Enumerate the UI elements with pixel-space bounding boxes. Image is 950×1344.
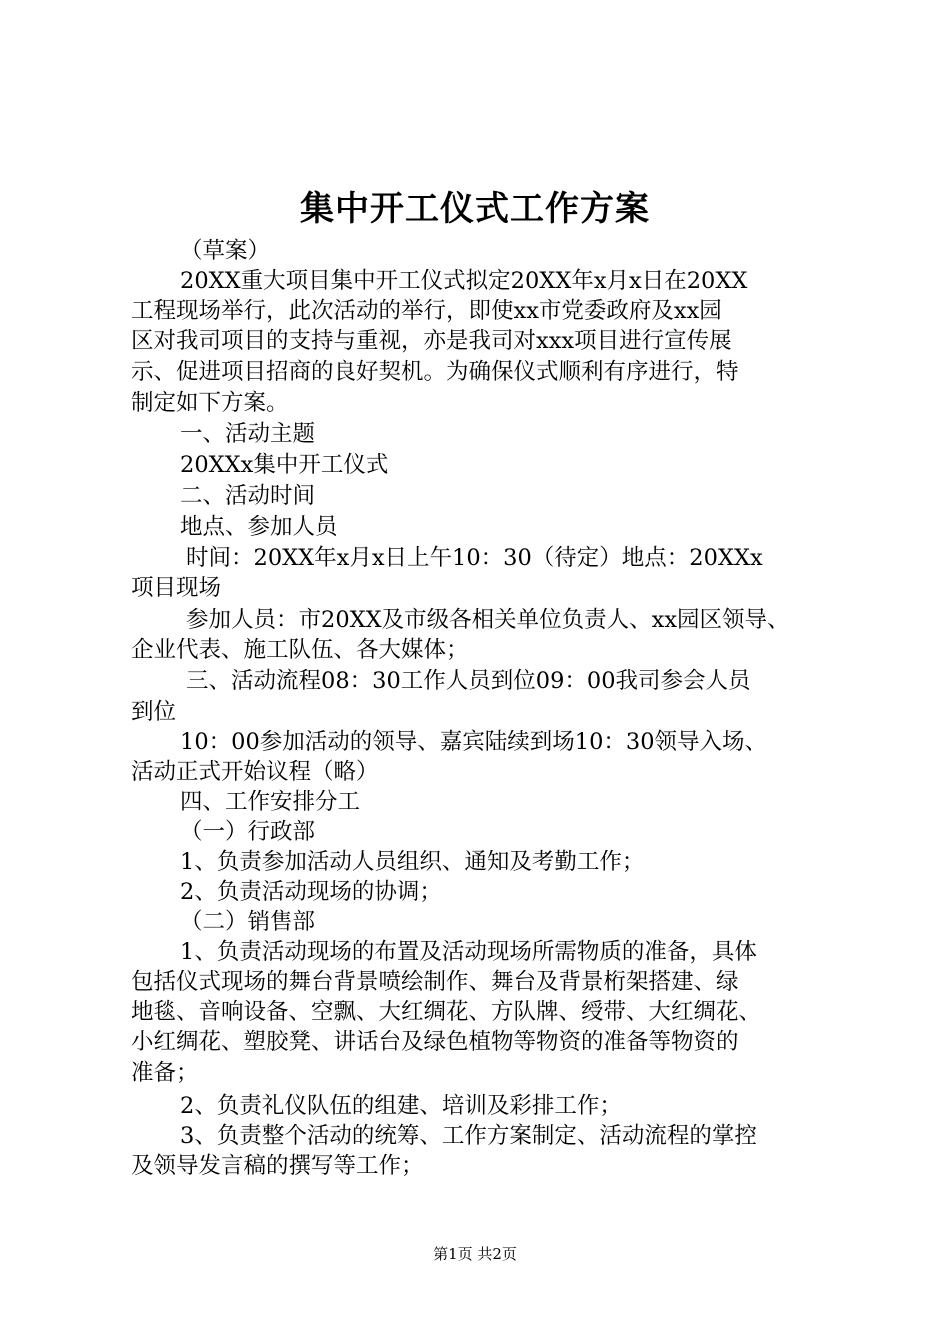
- text-line: 地毯、音响设备、空飘、大红绸花、方队牌、绶带、大红绸花、: [131, 999, 762, 1025]
- text-line: 准备；: [131, 1060, 199, 1086]
- text-line: 包括仪式现场的舞台背景喷绘制作、舞台及背景桁架搭建、绿: [131, 969, 739, 995]
- text-line: 项目现场: [131, 575, 222, 601]
- text-line: 地点、参加人员: [180, 514, 338, 540]
- text-line: 三、活动流程08：30工作人员到位09：00我司参会人员: [186, 668, 751, 694]
- text-line: 时间：20XX年x月x日上午10：30（待定）地点：20XXx: [186, 545, 763, 571]
- text-line: 2、负责礼仪队伍的组建、培训及彩排工作；: [180, 1093, 622, 1119]
- text-line: 制定如下方案。: [131, 390, 289, 416]
- text-line: 参加人员：市20XX及市级各相关单位负责人、xx园区领导、: [186, 607, 790, 633]
- text-line: 示、促进项目招商的良好契机。为确保仪式顺利有序进行，特: [131, 359, 739, 385]
- text-line: 区对我司项目的支持与重视，亦是我司对xxx项目进行宣传展: [131, 328, 732, 354]
- text-line: 一、活动主题: [180, 421, 316, 447]
- text-line: 活动正式开始议程（略）: [131, 759, 379, 785]
- text-line: 工程现场举行，此次活动的举行，即使xx市党委政府及xx园: [131, 298, 722, 324]
- text-line: 到位: [131, 699, 177, 725]
- text-line: （草案）: [180, 238, 271, 264]
- text-line: 小红绸花、塑胶凳、讲话台及绿色植物等物资的准备等物资的: [131, 1029, 739, 1055]
- text-line: 3、负责整个活动的统筹、工作方案制定、活动流程的掌控: [180, 1123, 757, 1149]
- text-line: 企业代表、施工队伍、各大媒体；: [131, 637, 469, 663]
- page-number-footer: 第1页 共2页: [433, 1245, 517, 1263]
- text-line: 1、负责参加活动人员组织、通知及考勤工作；: [180, 849, 645, 875]
- text-line: 20XXx集中开工仪式: [180, 452, 389, 478]
- text-line: 二、活动时间: [180, 483, 316, 509]
- text-line: 四、工作安排分工: [180, 789, 361, 815]
- text-line: 10：00参加活动的领导、嘉宾陆续到场10：30领导入场、: [180, 729, 768, 755]
- text-line: 2、负责活动现场的协调；: [180, 879, 442, 905]
- text-line: （一）行政部: [180, 819, 316, 845]
- text-line: 20XX重大项目集中开工仪式拟定20XX年x月x日在20XX: [180, 268, 748, 294]
- text-line: （二）销售部: [180, 909, 316, 935]
- document-title: 集中开工仪式工作方案: [300, 189, 650, 229]
- text-line: 1、负责活动现场的布置及活动现场所需物质的准备，具体: [180, 939, 757, 965]
- text-line: 及领导发言稿的撰写等工作；: [131, 1153, 424, 1179]
